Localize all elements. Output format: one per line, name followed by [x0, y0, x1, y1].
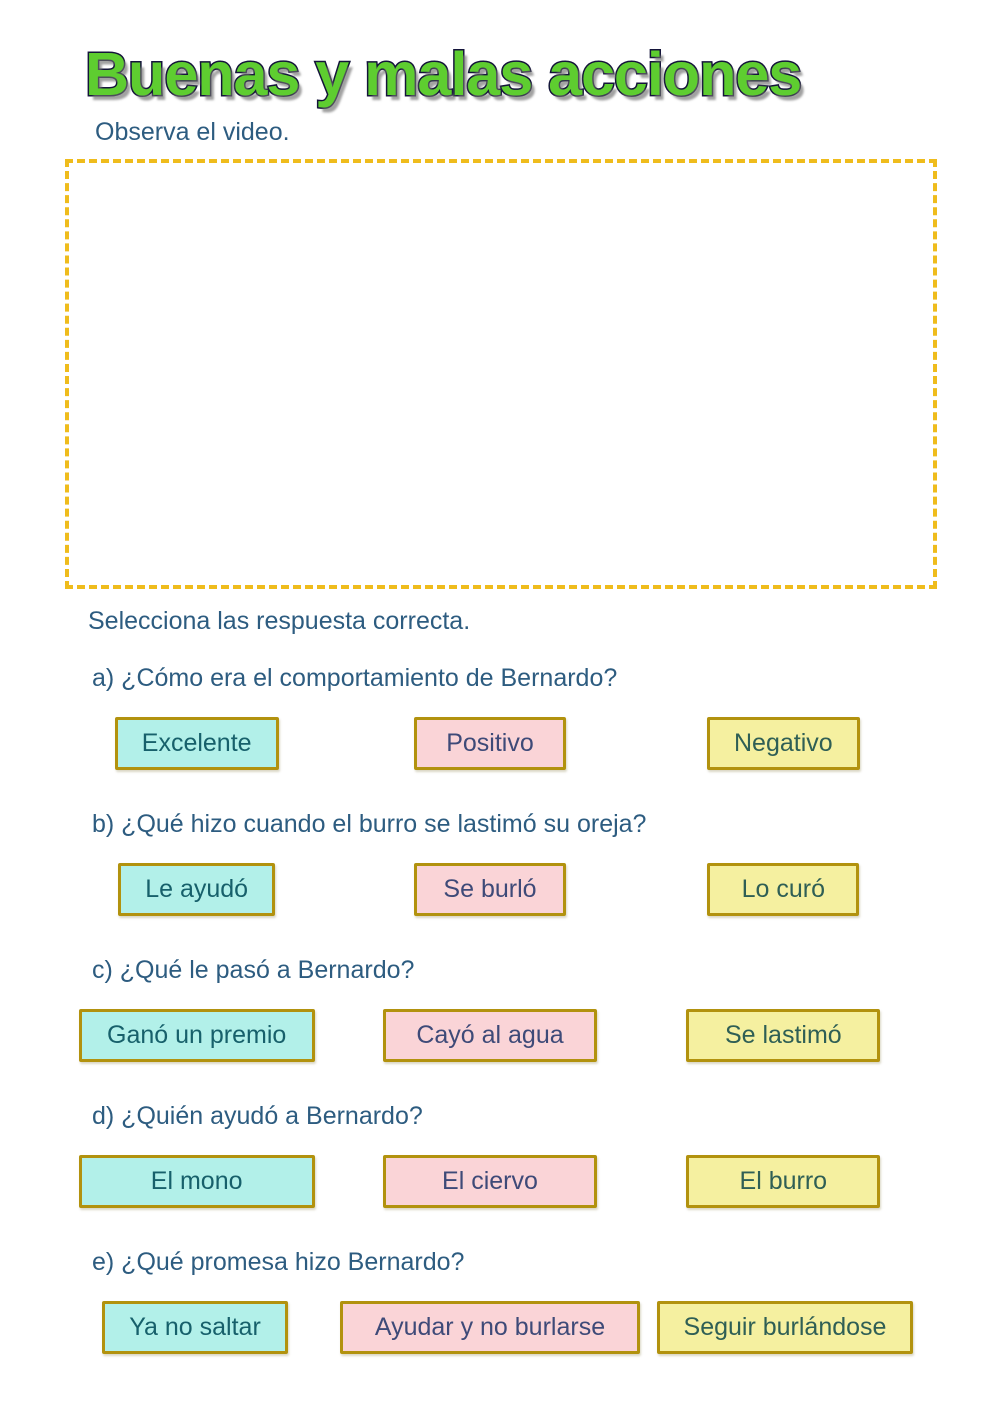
option-a-3[interactable]: Negativo: [707, 717, 860, 770]
option-e-1[interactable]: Ya no saltar: [102, 1301, 288, 1354]
option-d-1[interactable]: El mono: [79, 1155, 315, 1208]
option-b-2[interactable]: Se burló: [414, 863, 566, 916]
question-e: [0, 1248, 1000, 1354]
worksheet-title: Buenas y malas acciones: [85, 40, 802, 108]
question-d-label: d) ¿Quién ayudó a Bernardo?: [92, 1102, 423, 1131]
question-d-options: [50, 1155, 930, 1208]
option-e-3[interactable]: Seguir burlándose: [657, 1301, 914, 1354]
question-e-label: e) ¿Qué promesa hizo Bernardo?: [92, 1248, 465, 1277]
option-d-2[interactable]: El ciervo: [383, 1155, 597, 1208]
question-d: [0, 1102, 1000, 1208]
option-a-2[interactable]: Positivo: [414, 717, 566, 770]
question-c-label: c) ¿Qué le pasó a Bernardo?: [92, 956, 415, 985]
question-a-label: a) ¿Cómo era el comportamiento de Bernardo?: [92, 664, 618, 693]
video-placeholder[interactable]: [65, 159, 937, 589]
question-e-options: [50, 1301, 930, 1354]
option-a-1[interactable]: Excelente: [115, 717, 279, 770]
option-c-3[interactable]: Se lastimó: [686, 1009, 880, 1062]
video-instruction: Observa el video.: [95, 118, 290, 147]
question-a: [0, 664, 1000, 770]
option-e-2[interactable]: Ayudar y no burlarse: [340, 1301, 640, 1354]
select-instruction: Selecciona las respuesta correcta.: [88, 607, 471, 636]
option-c-1[interactable]: Ganó un premio: [79, 1009, 315, 1062]
question-c-options: [50, 1009, 930, 1062]
option-b-3[interactable]: Lo curó: [707, 863, 859, 916]
question-b: [0, 810, 1000, 916]
question-b-label: b) ¿Qué hizo cuando el burro se lastimó su oreja?: [92, 810, 647, 839]
option-c-2[interactable]: Cayó al agua: [383, 1009, 597, 1062]
question-b-options: [50, 863, 930, 916]
question-c: [0, 956, 1000, 1062]
option-b-1[interactable]: Le ayudó: [118, 863, 275, 916]
question-a-options: [50, 717, 930, 770]
option-d-3[interactable]: El burro: [686, 1155, 880, 1208]
